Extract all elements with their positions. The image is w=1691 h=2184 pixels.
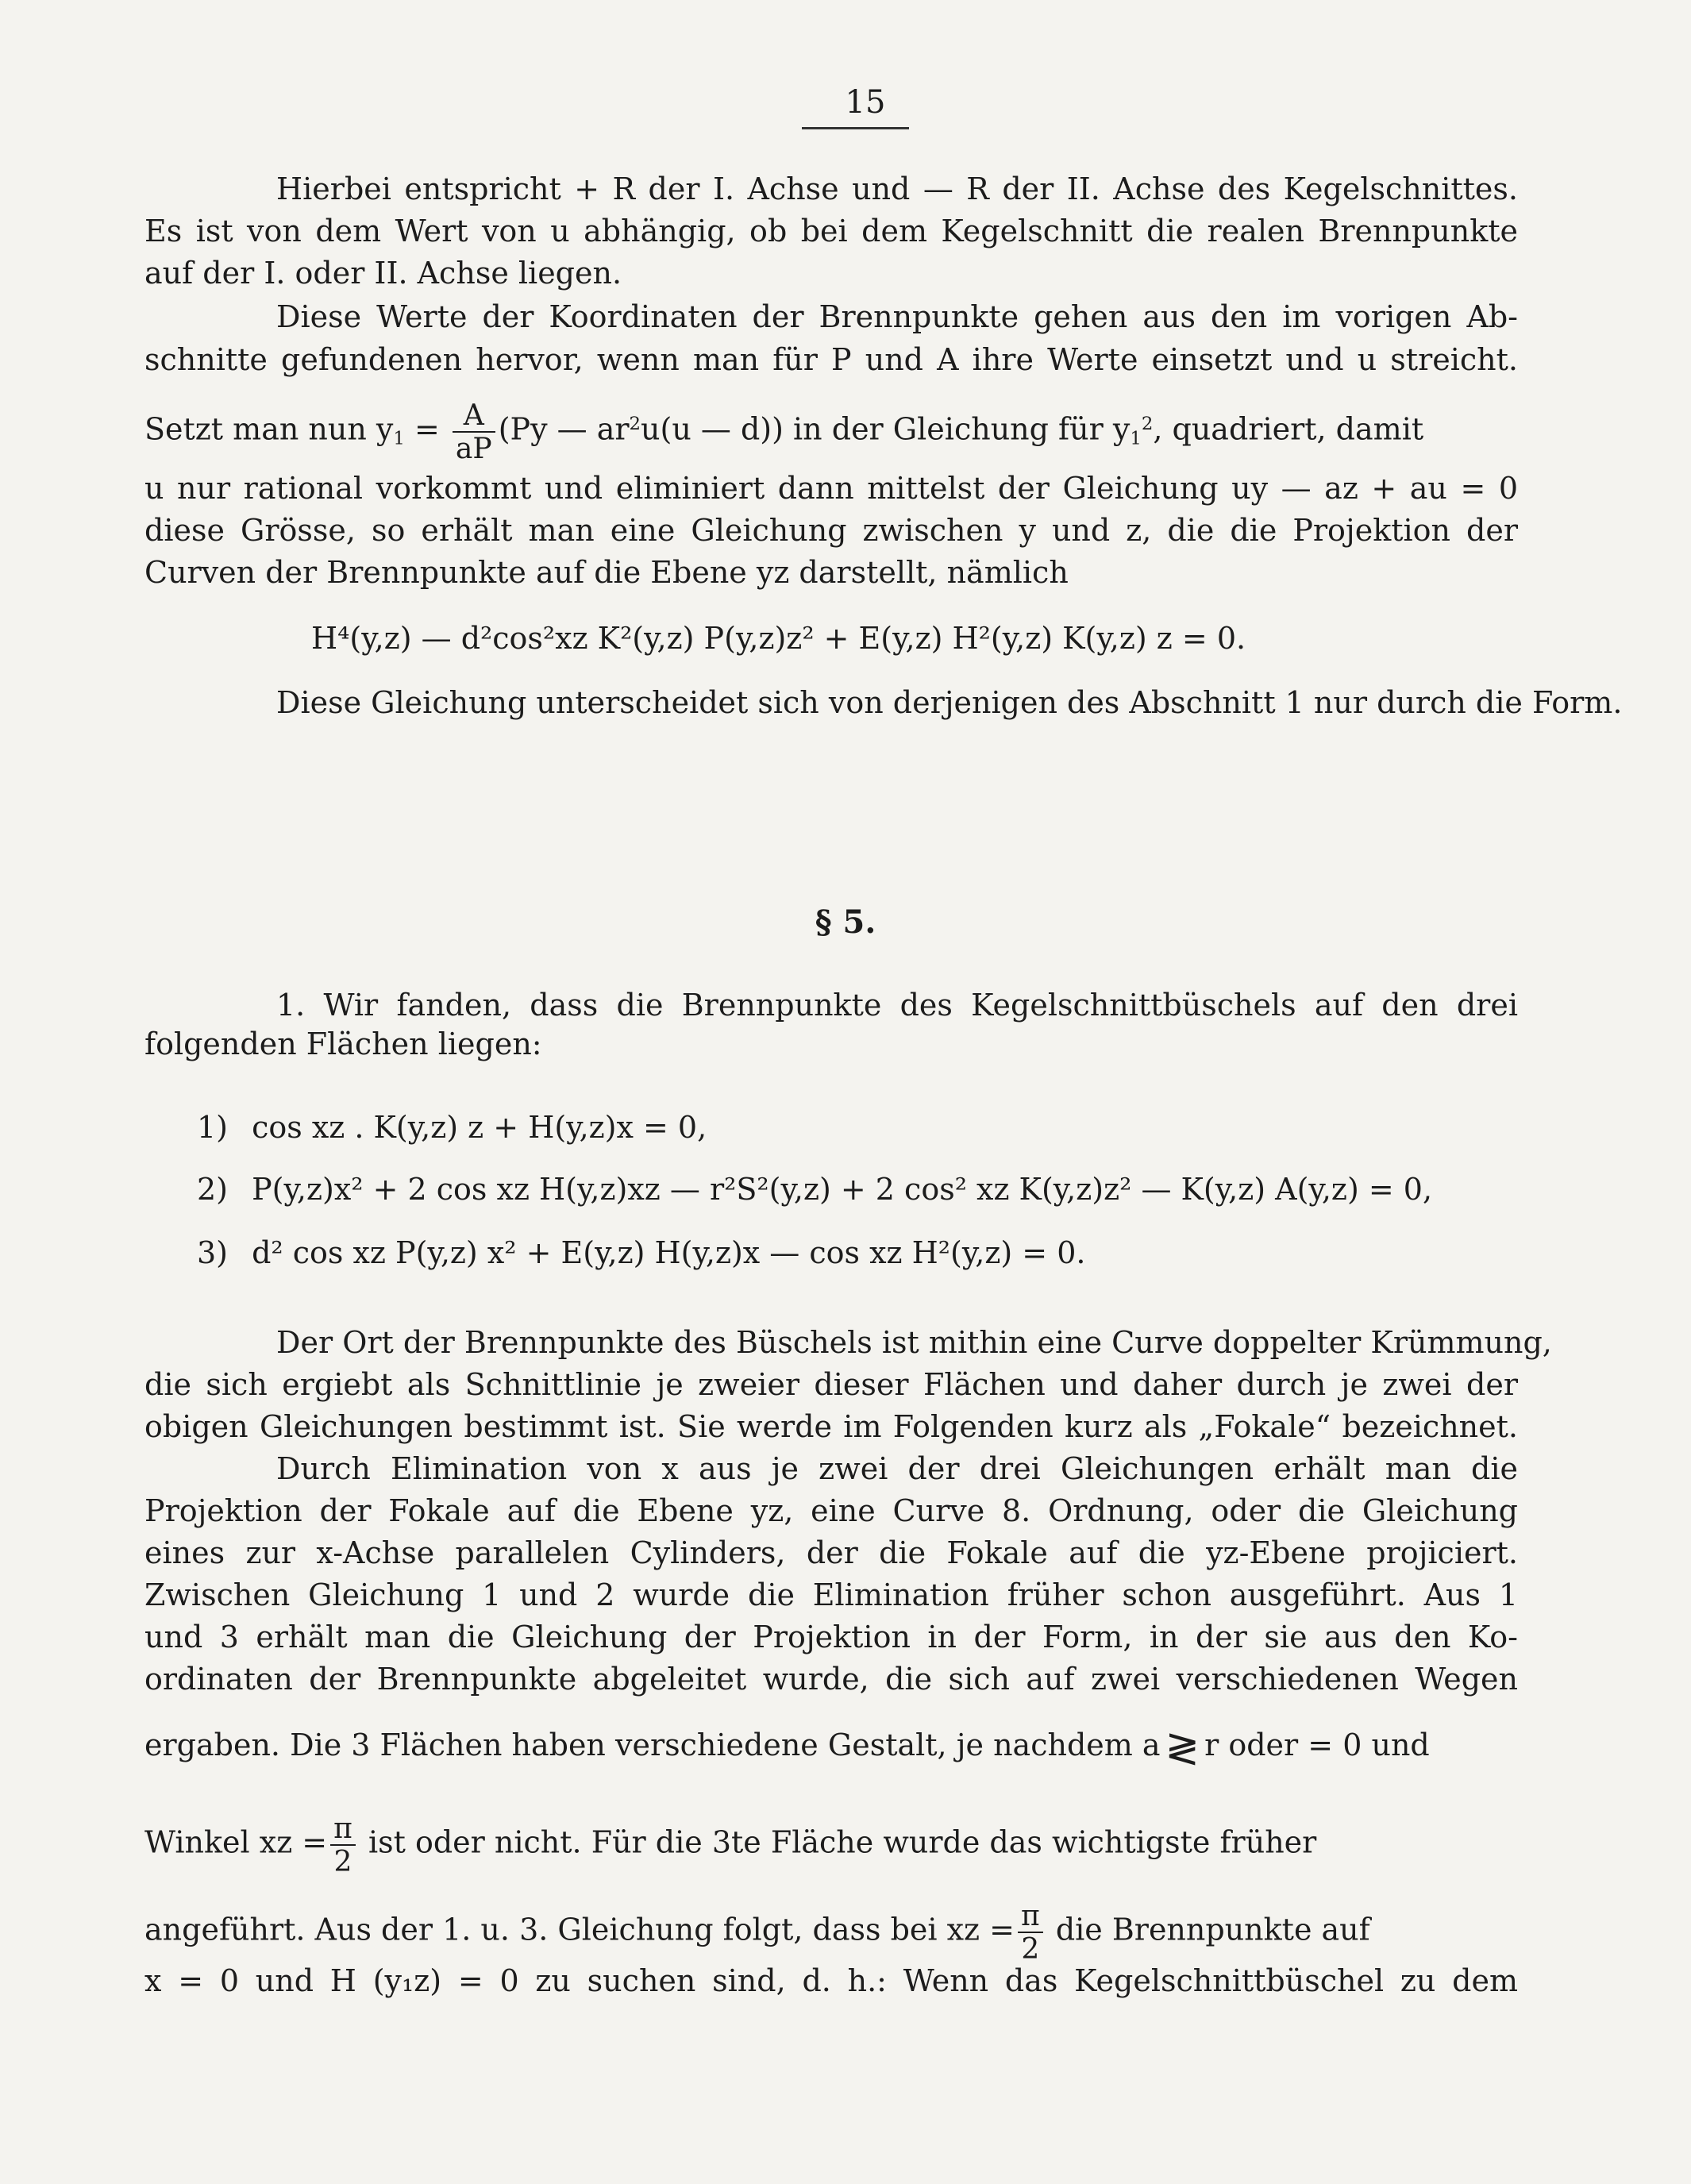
equation-3 xyxy=(197,1233,1085,1273)
text-line: 1. Wir fanden, dass die Brennpunkte des Kegelschnittbüschels auf den drei xyxy=(276,988,1518,1023)
text-line: und 3 erhält man die Gleichung der Projektion in der Form, in der sie aus den Ko- xyxy=(144,1620,1518,1654)
page-number-rule xyxy=(802,127,909,129)
text-line: folgenden Flächen liegen: xyxy=(144,1027,542,1061)
text-line: schnitte gefundenen hervor, wenn man für P und A ihre Werte einsetzt und u streicht. xyxy=(144,342,1518,377)
fraction: $\frac{\pi}{2}$ xyxy=(330,1814,356,1876)
equation-body: P(y,z)x² + 2 cos xz H(y,z)xz — r²S²(y,z) + 2 cos² xz K(y,z)z² — K(y,z) A(y,z) = 0, xyxy=(252,1172,1433,1207)
text-line: Durch Elimination von x aus je zwei der drei Gleichungen erhält man die xyxy=(276,1451,1518,1486)
equation-body: cos xz . K(y,z) z + H(y,z)x = 0, xyxy=(252,1110,707,1145)
page-number: 15 xyxy=(845,84,886,121)
equation-body: d² cos xz P(y,z) x² + E(y,z) H(y,z)x — cos xz H²(y,z) = 0. xyxy=(252,1235,1086,1270)
text-line-fraction: Winkel xz = $\frac{\pi}{2}$ ist oder nicht. Für die 3te Fläche wurde das wichtigste früher xyxy=(144,1812,1317,1879)
text-line: Diese Werte der Koordinaten der Brennpunkte gehen aus den im vorigen Ab- xyxy=(276,299,1518,334)
text-line: Curven der Brennpunkte auf die Ebene yz darstellt, nämlich xyxy=(144,555,1069,590)
text-line-fraction: angeführt. Aus der 1. u. 3. Gleichung folgt, dass bei xz = $\frac{\pi}{2}$ die Brennpunkte auf xyxy=(144,1899,1370,1966)
equation-label: 3) xyxy=(197,1235,229,1270)
text-line: Es ist von dem Wert von u abhängig, ob bei dem Kegelschnitt die realen Brennpunkte xyxy=(144,214,1518,248)
text-line: ordinaten der Brennpunkte abgeleitet wurde, die sich auf zwei verschiedenen Wegen xyxy=(144,1662,1518,1697)
fraction: $\frac{A}{aP}$ xyxy=(453,401,495,463)
text-line: obigen Gleichungen bestimmt ist. Sie werde im Folgenden kurz als „Fokale“ bezeichnet. xyxy=(144,1409,1518,1444)
text-line: Projektion der Fokale auf die Ebene yz, eine Curve 8. Ordnung, oder die Gleichung xyxy=(144,1493,1518,1528)
text-line: Zwischen Gleichung 1 und 2 wurde die Elimination früher schon ausgeführt. Aus 1 xyxy=(144,1577,1518,1612)
text-line: diese Grösse, so erhält man eine Gleichung zwischen y und z, die die Projektion der xyxy=(144,513,1518,548)
text-line: Hierbei entspricht + R der I. Achse und — R der II. Achse des Kegelschnittes. xyxy=(276,171,1518,206)
section-heading: § 5. xyxy=(815,903,876,941)
text-line: auf der I. oder II. Achse liegen. xyxy=(144,256,622,291)
text-line: x = 0 und H (y₁z) = 0 zu suchen sind, d. h.: Wenn das Kegelschnittbüschel zu dem xyxy=(144,1963,1518,1998)
text-line: Diese Gleichung unterscheidet sich von derjenigen des Abschnitt 1 nur durch die Form. xyxy=(276,685,1623,720)
equation-2 xyxy=(197,1169,1432,1209)
comparison-symbol: ≷ xyxy=(1165,1724,1200,1772)
equation-label: 2) xyxy=(197,1172,229,1207)
text-line: u nur rational vorkommt und eliminiert dann mittelst der Gleichung uy — az + au = 0 xyxy=(144,471,1518,506)
text-line: die sich ergiebt als Schnittlinie je zweier dieser Flächen und daher durch je zwei der xyxy=(144,1367,1518,1402)
display-equation: H⁴(y,z) — d²cos²xz K²(y,z) P(y,z)z² + E(y,z) H²(y,z) K(y,z) z = 0. xyxy=(311,621,1246,656)
fraction: $\frac{\pi}{2}$ xyxy=(1018,1901,1043,1963)
equation-1 xyxy=(197,1107,707,1147)
text-line-relation: ergaben. Die 3 Flächen haben verschiedene Gestalt, je nachdem a ≷ r oder = 0 und xyxy=(144,1724,1430,1772)
text-line-formula: Setzt man nun $y_1$ = $\frac{A}{aP}$ (Py — $ar^2u(u$ — d)) in der Gleichung für $y_1^2$, quadriert, damit xyxy=(144,399,1424,466)
equation-label: 1) xyxy=(197,1110,229,1145)
text-line: eines zur x-Achse parallelen Cylinders, der die Fokale auf die yz-Ebene projiciert. xyxy=(144,1535,1518,1570)
text-line: Der Ort der Brennpunkte des Büschels ist mithin eine Curve doppelter Krümmung, xyxy=(276,1325,1552,1360)
